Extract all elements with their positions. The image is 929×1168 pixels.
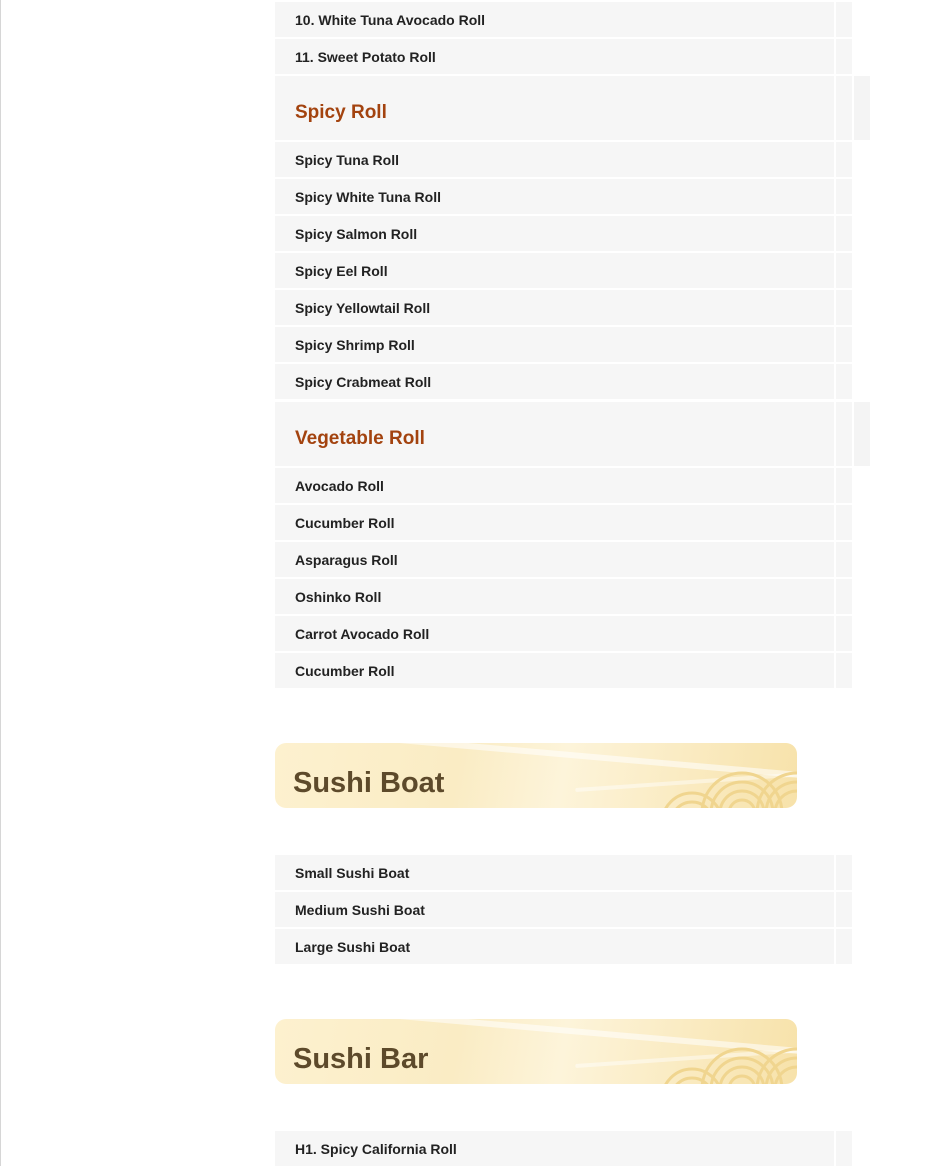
sushi-bar-list — [275, 1131, 870, 1168]
section-banner-sushi-boat — [275, 743, 797, 808]
menu-item-row[interactable] — [275, 1131, 870, 1166]
category-extra-cell — [854, 402, 870, 466]
category-title: Vegetable Roll — [275, 402, 834, 466]
menu-item-name: Asparagus Roll — [275, 542, 834, 577]
seigaiha-wave-icon — [647, 743, 797, 808]
menu-item-row[interactable] — [275, 855, 870, 890]
menu-item-price-cell — [836, 468, 852, 503]
menu-item-name: H1. Spicy California Roll — [275, 1131, 834, 1166]
menu-item-price-cell — [836, 179, 852, 214]
menu-item-row[interactable] — [275, 505, 870, 540]
menu-item-row[interactable] — [275, 892, 870, 927]
menu-item-row[interactable] — [275, 327, 870, 362]
sushi-boat-list — [275, 855, 870, 966]
menu-item-row[interactable] — [275, 929, 870, 964]
menu-item-name: Spicy Shrimp Roll — [275, 327, 834, 362]
menu-item-name: Spicy White Tuna Roll — [275, 179, 834, 214]
spicy-roll-section — [275, 76, 870, 401]
menu-item-row[interactable] — [275, 290, 870, 325]
menu-item-price-cell — [836, 142, 852, 177]
menu-item-price-cell — [836, 579, 852, 614]
menu-item-name: Avocado Roll — [275, 468, 834, 503]
menu-item-row[interactable] — [275, 653, 870, 688]
menu-item-name: 11. Sweet Potato Roll — [275, 39, 834, 74]
menu-item-row[interactable] — [275, 542, 870, 577]
menu-item-price-cell — [836, 2, 852, 37]
menu-item-name: Cucumber Roll — [275, 505, 834, 540]
section-title: Sushi Bar — [293, 1043, 429, 1075]
page-left-border — [0, 0, 1, 1166]
menu-item-row[interactable] — [275, 616, 870, 651]
menu-item-name: Spicy Salmon Roll — [275, 216, 834, 251]
menu-item-row[interactable] — [275, 468, 870, 503]
menu-item-name: Spicy Eel Roll — [275, 253, 834, 288]
menu-item-price-cell — [836, 327, 852, 362]
menu-item-row[interactable] — [275, 216, 870, 251]
menu-item-price-cell — [836, 653, 852, 688]
menu-item-name: Cucumber Roll — [275, 653, 834, 688]
section-banner-sushi-bar — [275, 1019, 797, 1084]
menu-item-row[interactable] — [275, 39, 870, 74]
menu-item-price-cell — [836, 616, 852, 651]
category-header-vegetable-roll — [275, 402, 870, 466]
menu-item-price-cell — [836, 929, 852, 964]
category-price-cell — [836, 76, 852, 140]
category-header-spicy-roll — [275, 76, 870, 140]
menu-item-price-cell — [836, 364, 852, 399]
menu-item-name: Carrot Avocado Roll — [275, 616, 834, 651]
menu-item-name: Spicy Crabmeat Roll — [275, 364, 834, 399]
menu-item-price-cell — [836, 39, 852, 74]
menu-item-price-cell — [836, 855, 852, 890]
menu-item-row[interactable] — [275, 142, 870, 177]
menu-item-row[interactable] — [275, 179, 870, 214]
menu-item-name: Oshinko Roll — [275, 579, 834, 614]
menu-item-name: 10. White Tuna Avocado Roll — [275, 2, 834, 37]
vegetable-roll-section — [275, 402, 870, 690]
menu-item-row[interactable] — [275, 2, 870, 37]
category-price-cell — [836, 402, 852, 466]
menu-item-name: Medium Sushi Boat — [275, 892, 834, 927]
menu-item-row[interactable] — [275, 253, 870, 288]
menu-item-price-cell — [836, 216, 852, 251]
menu-item-price-cell — [836, 1131, 852, 1166]
seigaiha-wave-icon — [647, 1019, 797, 1084]
section-title: Sushi Boat — [293, 767, 445, 799]
category-title: Spicy Roll — [275, 76, 834, 140]
menu-item-price-cell — [836, 542, 852, 577]
roll-list-top — [275, 2, 870, 76]
menu-item-price-cell — [836, 505, 852, 540]
menu-item-name: Small Sushi Boat — [275, 855, 834, 890]
menu-item-name: Large Sushi Boat — [275, 929, 834, 964]
category-extra-cell — [854, 76, 870, 140]
menu-item-row[interactable] — [275, 364, 870, 399]
menu-item-name: Spicy Yellowtail Roll — [275, 290, 834, 325]
menu-item-price-cell — [836, 290, 852, 325]
menu-item-price-cell — [836, 253, 852, 288]
menu-item-row[interactable] — [275, 579, 870, 614]
menu-item-price-cell — [836, 892, 852, 927]
menu-item-name: Spicy Tuna Roll — [275, 142, 834, 177]
